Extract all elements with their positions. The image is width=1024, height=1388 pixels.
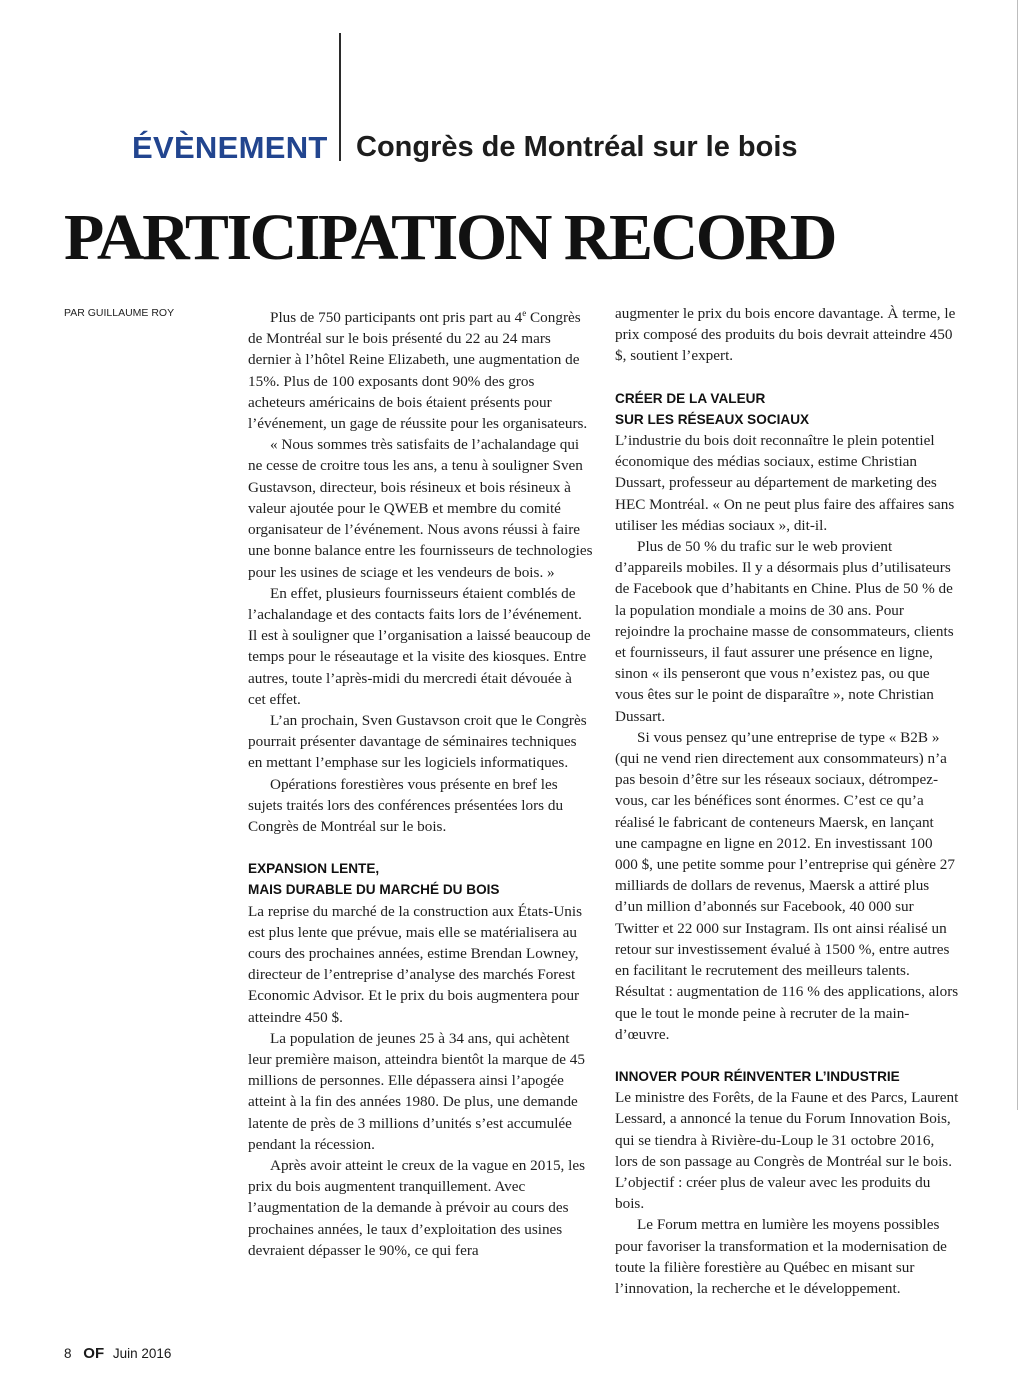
section-title: Congrès de Montréal sur le bois	[356, 131, 798, 163]
page-edge-line	[1017, 0, 1018, 1110]
page-footer	[64, 1345, 171, 1362]
paragraph: Plus de 750 participants ont pris part au 4e Congrès de Montréal sur le bois présenté du 22 au 24 mars dernier à l’hôtel Reine Elizabeth, une augmentation de 15%. Plus de 100 exposants dont 90% des gros acheteurs américains de bois étaient présents pour l’événement, un gage de réussite pour les organisateurs.	[248, 308, 588, 433]
paragraph: Le ministre des Forêts, de la Faune et des Parcs, Laurent Lessard, a annoncé la tenue du Forum Innovation Bois, qui se tiendra à Rivière-du-Loup le 31 octobre 2016, lors de son passage au Congrès de Montréal sur le bois. L’objectif : créer plus de valeur avec les produits du bois.	[615, 1089, 959, 1213]
rubric-divider	[339, 33, 341, 161]
paragraph: En effet, plusieurs fournisseurs étaient comblés de l’achalandage et des contacts faits lors de l’événement. Il est à souligner que l’organisation a laissé beaucoup de temps pour le réseautage et la visite des kiosques. Entre autres, toute l’après-midi du mercredi était dévouée à cet effet.	[248, 584, 591, 708]
issue-date: Juin 2016	[112, 1346, 172, 1361]
paragraph: La population de jeunes 25 à 34 ans, qui achètent leur première maison, atteindra bientôt la marque de 45 millions de personnes. Elle dépassera ainsi l’apogée atteint à la fin des années 1980. De plus, une demande latente de près de 3 millions d’unités s’est accumulée pendant la récession.	[248, 1029, 585, 1153]
paragraph: « Nous sommes très satisfaits de l’achalandage qui ne cesse de croitre tous les ans, a tenu à souligner Sven Gustavson, directeur, bois résineux et bois résineux à valeur ajoutée pour le QWEB et membre du comité organisateur de l’événement. Nous avons réussi à faire une bonne balance entre les fournisseurs de technologies pour les usines de sciage et les vendeurs de bois. »	[248, 436, 593, 581]
paragraph: Si vous pensez qu’une entreprise de type « B2B » (qui ne vend rien directement aux consommateurs) n’a pas besoin d’être sur les réseaux sociaux, détrompez-vous, car les bénéfices sont énormes. C’est ce qu’a réalisé le fabricant de conteneurs Maersk, en lançant une campagne en ligne en 2012. En investissant 100 000 $, une petite somme pour l’entreprise qui génère 27 milliards de dollars de revenus, Maersk a attiré plus d’un million d’abonnés sur Facebook, 40 000 sur Twitter et 22 000 sur Instagram. Ils ont ainsi réalisé un retour sur investissement évalué à 1500 %, entre autres en facilitant le recrutement des meilleurs talents. Résultat : augmentation de 116 % des applications, alors que le tout le monde peine à recruter de la main-d’œuvre.	[615, 728, 959, 1043]
paragraph: Opérations forestières vous présente en bref les sujets traités lors des conférences présentées lors du Congrès de Montréal sur le bois.	[248, 775, 564, 835]
byline: PAR GUILLAUME ROY	[64, 307, 175, 319]
section-label: ÉVÈNEMENT	[132, 130, 328, 165]
superscript: e	[522, 308, 527, 318]
paragraph: augmenter le prix du bois encore davantage. À terme, le prix composé des produits du bois devrait atteindre 450 $, soutient l’expert.	[615, 305, 956, 365]
paragraph: Le Forum mettra en lumière les moyens possibles pour favoriser la transformation et la modernisation de toute la filière forestière au Québec en misant sur l’innovation, la recherche et le développement.	[615, 1216, 947, 1297]
paragraph: Après avoir atteint le creux de la vague en 2015, les prix du bois augmentent tranquillement. Avec l’augmentation de la demande à prévoir au cours des prochaines années, le taux d’exploitation des usines devraient dépasser le 90%, ce qui fera	[248, 1156, 586, 1259]
article-column-2	[615, 303, 959, 1299]
paragraph: L’industrie du bois doit reconnaître le plein potentiel économique des médias sociaux, estime Christian Dussart, professeur au département de marketing des HEC Montréal. « On ne peut plus faire des affaires sans utiliser les médias sociaux », dit-il.	[615, 432, 955, 534]
subheading-expansion: EXPANSION LENTE, MAIS DURABLE DU MARCHÉ DU BOIS	[248, 861, 500, 898]
subheading-social: CRÉER DE LA VALEUR SUR LES RÉSEAUX SOCIAUX	[615, 390, 810, 427]
subheading-innovation: INNOVER POUR RÉINVENTER L’INDUSTRIE	[615, 1068, 900, 1084]
article-column-1	[248, 303, 593, 1261]
magazine-name: OF	[83, 1345, 105, 1362]
paragraph: La reprise du marché de la construction aux États-Unis est plus lente que prévue, mais elle se matérialisera au cours des prochaines années, estime Brendan Lowney, directeur de l’entreprise d’analyse des marchés Forest Economic Advisor. Et le prix du bois augmentera pour atteindre 450 $.	[248, 902, 583, 1026]
article-headline: PARTICIPATION RECORD	[64, 201, 835, 274]
paragraph: L’an prochain, Sven Gustavson croit que le Congrès pourrait présenter davantage de séminaires techniques en mettant l’emphase sur les logiciels informatiques.	[248, 711, 587, 772]
paragraph: Plus de 50 % du trafic sur le web provient d’appareils mobiles. Il y a désormais plus d’utilisateurs de Facebook que d’habitants en Chine. Plus de 50 % de la population mondiale a moins de 30 ans. Pour rejoindre la prochaine masse de consommateurs, clients et fournisseurs, il faut assurer une présence en ligne, sinon « ils penseront que vous n’existez pas, ou que vous êtes sur le point de disparaître », note Christian Dussart.	[615, 538, 954, 725]
page-number: 8	[64, 1346, 72, 1361]
